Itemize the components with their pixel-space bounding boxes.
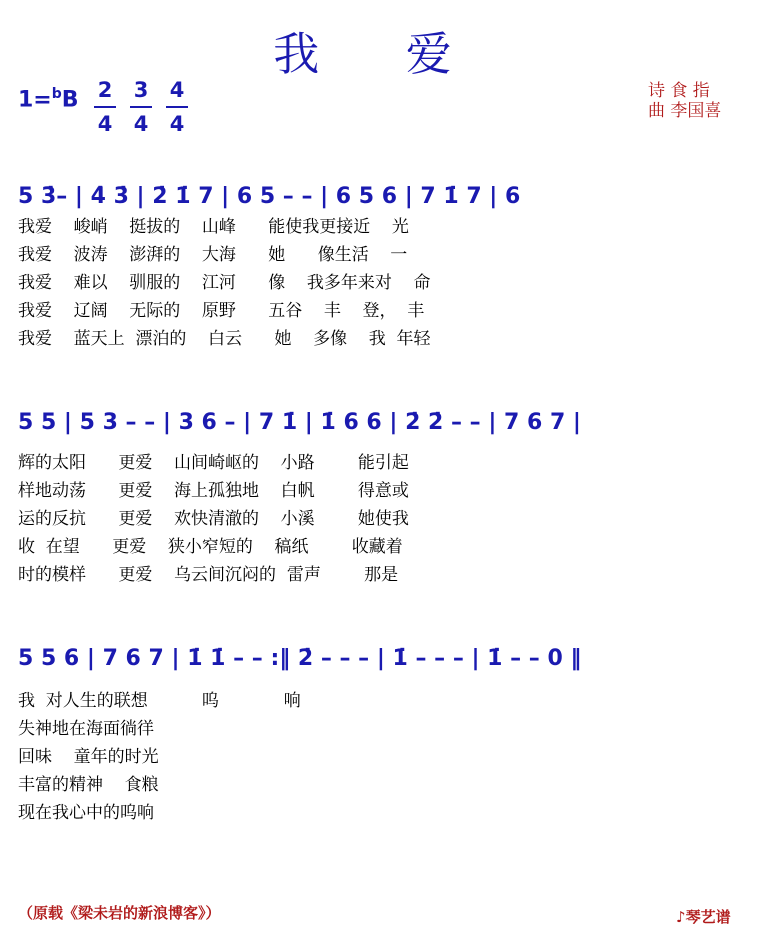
lyric-line: 回味 童年的时光 [18, 747, 159, 767]
site-logo: ♪琴艺谱 [676, 908, 731, 926]
lyric-line: 我爱 峻峭 挺拔的 山峰 能使我更接近 光 [18, 217, 409, 237]
key-signature [18, 86, 79, 112]
lyric-line: 样地动荡 更爱 海上孤独地 白帆 得意或 [18, 481, 409, 501]
lyric-line: 运的反抗 更爱 欢快清澈的 小溪 她使我 [18, 509, 409, 529]
logo-icon: ♪ [676, 908, 686, 926]
time-signature-2-4: 2 4 [94, 76, 116, 138]
lyric-line: 我爱 波涛 澎湃的 大海 她 像生活 一 [18, 245, 408, 265]
lyric-line: 辉的太阳 更爱 山间崎岖的 小路 能引起 [18, 453, 409, 473]
key-note: B [61, 87, 79, 113]
notation-line-1: 5 3̇– | 4̇ 3̇ | 2̇ 1̇ 7 | 6 5 – – | 6 5 6 | 7 1̇ 7 | 6 [18, 184, 521, 209]
lyric-line: 现在我心中的呜响 [18, 803, 154, 823]
lyric-line: 我 对人生的联想 呜 响 [18, 691, 301, 711]
lyric-line: 我爱 蓝天上 漂泊的 白云 她 多像 我 年轻 [18, 329, 431, 349]
time-signature-3-4: 3 4 [130, 76, 152, 138]
lyric-line: 我爱 辽阔 无际的 原野 五谷 丰 登， 丰 [18, 301, 425, 321]
source-footer: （原载《梁未岩的新浪博客》） [18, 904, 221, 922]
score-line-2 [18, 408, 748, 442]
key-flat: b [51, 86, 62, 102]
time-signature-4-4: 4 4 [166, 76, 188, 138]
page-title: 我 爱 [273, 27, 488, 81]
lyric-line: 时的模样 更爱 乌云间沉闷的 雷声 那是 [18, 565, 399, 585]
lyric-line: 我爱 难以 驯服的 江河 像 我多年来对 命 [18, 273, 431, 293]
lyric-line: 收 在望 更爱 狭小窄短的 稿纸 收藏着 [18, 537, 403, 557]
notation-line-3: 5 5 6 | 7 6 7 | 1̇ 1̇ – – :‖ 2̇ – – – | 1̇ – – – | 1̇ – – 0 ‖ [18, 646, 582, 671]
lyric-line: 丰富的精神 食粮 [18, 775, 159, 795]
lyric-line: 失神地在海面徜徉 [18, 719, 154, 739]
key-label: 1= [18, 87, 52, 113]
composer-credit: 曲 李国喜 [648, 101, 722, 121]
score-line-3 [18, 644, 748, 678]
lyricist-credit: 诗 食 指 [648, 81, 710, 101]
notation-line-2: 5 5 | 5 3 – – | 3 6 – | 7 1̇ | 1̇ 6 6 | 2̇ 2̇ – – | 7 6 7 | [18, 410, 581, 435]
score-line-1 [18, 182, 748, 216]
